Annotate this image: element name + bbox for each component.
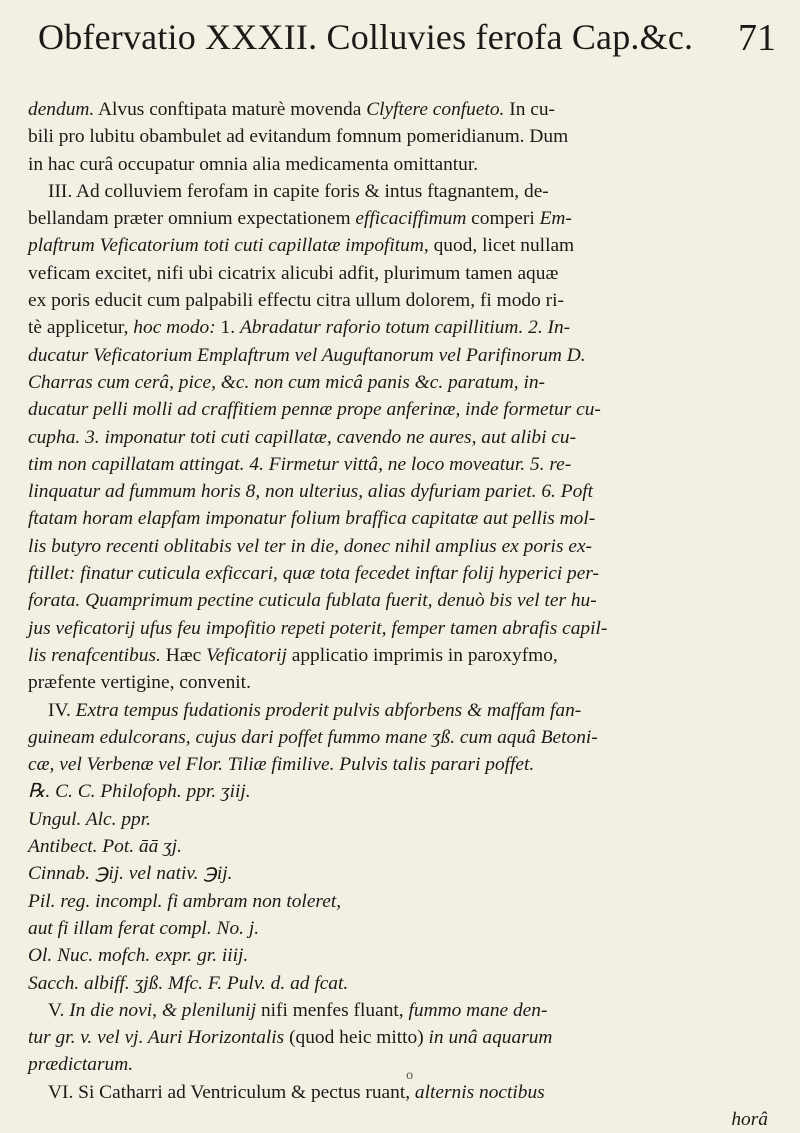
prescription-line: Antibect. Pot. āā ʒj. [28,836,183,858]
page-number: 71 [738,17,776,59]
prescription-line: Sacch. albiff. ʒjß. Mfc. F. Pulv. d. ad fcat. [28,972,349,994]
prescription-line: Pil. reg. incompl. fi ambram non toleret, [28,890,342,912]
prescription-line: Ungul. Alc. ppr. [28,808,151,830]
prescription-line: aut fi illam ferat compl. No. j. [28,917,260,939]
signature-mark: o [406,1068,414,1082]
prescription-line: Ol. Nuc. mofch. expr. gr. iiij. [28,945,249,967]
body-text [28,96,776,1133]
paragraph-iii: III. Ad colluviem ferofam in capite foris & intus ftagnantem, de- bellandam præter omnium expectationem efficaciffimum comperi Em- plaftrum Veficatorium toti cuti capillatæ impofitum, quod, licet nullam veficam excitet, nifi ubi cicatrix alicubi adfit, plurimum tamen aquæ ex poris educit cum palpabili effectu citra ullum dolorem, fi modo ri- tè applicetur, hoc modo: 1. Abradatur raforio totum capillitium. 2. In- ducatur Veficatorium Emplaftrum vel Auguftanorum vel Parifinorum D. Charras cum cerâ, pice, &c. non cum micâ panis &c. paratum, in- ducatur pelli molli ad craffitiem pennæ prope anferinæ, inde formetur cu- cupha. 3. imponatur toti cuti capillatæ, cavendo ne aures, aut alibi cu- tim non capillatam attingat. 4. Firmetur vittâ, ne loco moveatur. 5. re- linquatur ad fummum horis 8, non ulterius, alias dyfuriam pariet. 6. Poft ftatam horam elapfam imponatur folium braffica capitatæ aut pellis mol- lis butyro recenti oblitabis vel ter in die, donec nihil amplius ex poris ex- ftillet: finatur cuticula exficcari, quæ tota fecedet inftar folij hyperici per- forata. Quamprimum pectine cuticula fublata fuerit, denuò bis vel ter hu- jus veficatorij ufus feu impofitio repeti poterit, femper tamen abrafis capil- lis renafcentibus. Hæc Veficatorij applicatio imprimis in paroxyfmo, præfente vertigine, convenit. [28,180,608,694]
prescription-line: Cinnab. ℈ij. vel nativ. ℈ij. [28,863,233,885]
paragraph-v: V. In die novi, & plenilunij nifi menfes fluant, fummo mane den- tur gr. v. vel vj. Auri Horizontalis (quod heic mitto) in unâ aquarum prædictarum. [28,999,553,1076]
running-title: Obfervatio XXXII. Colluvies ferofa Cap.&c. [38,17,694,57]
running-header [0,4,800,84]
catchword: horâ [731,1108,768,1130]
paragraph-vi: VI. Si Catharri ad Ventriculum & pectus ruant, alternis noctibus [48,1081,545,1103]
paragraph-continued: dendum. Alvus conftipata maturè movenda Clyftere confueto. In cu- bili pro lubitu obambulet ad evitandum fomnum pomeridianum. Dum in hac curâ occupatur omnia alia medicamenta omittantur. [28,99,569,175]
prescription-line: ℞. C. C. Philofoph. ppr. ʒiij. [28,781,251,803]
prescription [28,778,776,996]
paragraph-iv: IV. Extra tempus fudationis proderit pulvis abforbens & maffam fan- guineam edulcorans, cujus dari poffet fummo mane ʒß. cum aquâ Betoni- cæ, vel Verbenæ vel Flor. Tiliæ fimilive. Pulvis talis parari poffet. [28,699,598,776]
